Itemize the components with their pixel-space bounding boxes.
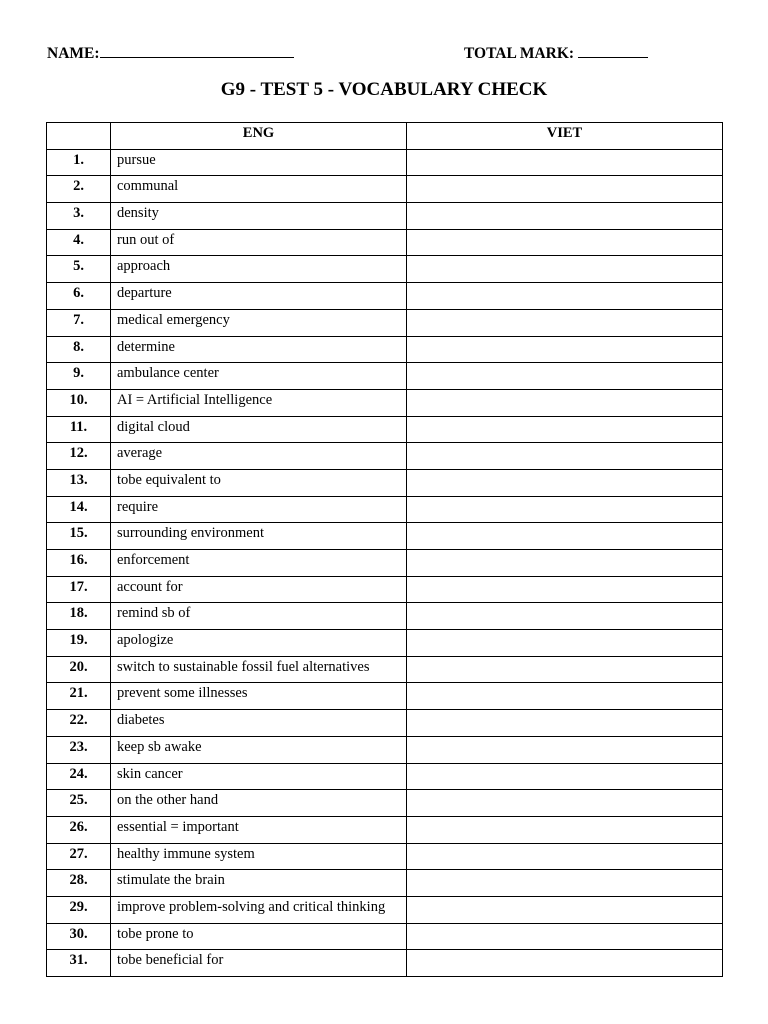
english-term: switch to sustainable fossil fuel alternatives	[111, 656, 407, 683]
table-row	[47, 283, 723, 310]
table-row	[47, 496, 723, 523]
vietnamese-answer-cell[interactable]	[407, 389, 723, 416]
table-row	[47, 576, 723, 603]
row-number: 8.	[47, 336, 111, 363]
vietnamese-answer-cell[interactable]	[407, 843, 723, 870]
table-row	[47, 843, 723, 870]
table-row	[47, 950, 723, 977]
name-blank-line[interactable]	[100, 43, 294, 58]
name-field	[47, 43, 294, 63]
row-number: 15.	[47, 523, 111, 550]
english-term: departure	[111, 283, 407, 310]
english-term: tobe beneficial for	[111, 950, 407, 977]
english-term: skin cancer	[111, 763, 407, 790]
table-row	[47, 656, 723, 683]
table-row	[47, 683, 723, 710]
table-row	[47, 149, 723, 176]
english-term: medical emergency	[111, 309, 407, 336]
row-number: 11.	[47, 416, 111, 443]
vietnamese-answer-cell[interactable]	[407, 283, 723, 310]
table-row	[47, 176, 723, 203]
vocabulary-table-body	[47, 149, 723, 976]
row-number: 28.	[47, 870, 111, 897]
english-term: enforcement	[111, 550, 407, 577]
english-term: run out of	[111, 229, 407, 256]
english-term: surrounding environment	[111, 523, 407, 550]
row-number: 18.	[47, 603, 111, 630]
table-row	[47, 203, 723, 230]
row-number: 30.	[47, 923, 111, 950]
row-number: 26.	[47, 816, 111, 843]
vietnamese-answer-cell[interactable]	[407, 496, 723, 523]
english-term: apologize	[111, 630, 407, 657]
vietnamese-answer-cell[interactable]	[407, 896, 723, 923]
vocabulary-table	[46, 122, 723, 977]
row-number: 12.	[47, 443, 111, 470]
vietnamese-answer-cell[interactable]	[407, 523, 723, 550]
english-term: keep sb awake	[111, 736, 407, 763]
vietnamese-answer-cell[interactable]	[407, 870, 723, 897]
vietnamese-answer-cell[interactable]	[407, 469, 723, 496]
table-header-row	[47, 123, 723, 150]
row-number: 14.	[47, 496, 111, 523]
vietnamese-answer-cell[interactable]	[407, 950, 723, 977]
row-number: 4.	[47, 229, 111, 256]
vietnamese-answer-cell[interactable]	[407, 576, 723, 603]
vietnamese-answer-cell[interactable]	[407, 443, 723, 470]
vietnamese-answer-cell[interactable]	[407, 683, 723, 710]
total-mark-field	[464, 43, 648, 63]
vietnamese-answer-cell[interactable]	[407, 790, 723, 817]
table-row	[47, 550, 723, 577]
table-row	[47, 923, 723, 950]
english-term: essential = important	[111, 816, 407, 843]
english-term: account for	[111, 576, 407, 603]
english-term: communal	[111, 176, 407, 203]
vietnamese-answer-cell[interactable]	[407, 416, 723, 443]
vietnamese-answer-cell[interactable]	[407, 336, 723, 363]
english-term: on the other hand	[111, 790, 407, 817]
table-row	[47, 389, 723, 416]
vietnamese-answer-cell[interactable]	[407, 736, 723, 763]
table-row	[47, 229, 723, 256]
row-number: 9.	[47, 363, 111, 390]
english-term: approach	[111, 256, 407, 283]
row-number: 7.	[47, 309, 111, 336]
table-row	[47, 870, 723, 897]
table-row	[47, 603, 723, 630]
row-number: 20.	[47, 656, 111, 683]
name-label: NAME:	[47, 45, 100, 62]
row-number: 17.	[47, 576, 111, 603]
vietnamese-answer-cell[interactable]	[407, 816, 723, 843]
row-number: 19.	[47, 630, 111, 657]
total-mark-blank-line[interactable]	[578, 43, 648, 58]
row-number: 3.	[47, 203, 111, 230]
vietnamese-answer-cell[interactable]	[407, 763, 723, 790]
row-number: 13.	[47, 469, 111, 496]
english-term: AI = Artificial Intelligence	[111, 389, 407, 416]
table-row	[47, 763, 723, 790]
row-number: 23.	[47, 736, 111, 763]
english-term: determine	[111, 336, 407, 363]
table-row	[47, 416, 723, 443]
english-term: prevent some illnesses	[111, 683, 407, 710]
table-row	[47, 443, 723, 470]
total-mark-label: TOTAL MARK:	[464, 45, 575, 62]
row-number: 27.	[47, 843, 111, 870]
vietnamese-answer-cell[interactable]	[407, 176, 723, 203]
row-number: 24.	[47, 763, 111, 790]
row-number: 25.	[47, 790, 111, 817]
table-row	[47, 816, 723, 843]
english-term: ambulance center	[111, 363, 407, 390]
row-number: 16.	[47, 550, 111, 577]
table-row	[47, 630, 723, 657]
row-number: 10.	[47, 389, 111, 416]
vietnamese-answer-cell[interactable]	[407, 923, 723, 950]
table-row	[47, 363, 723, 390]
row-number: 6.	[47, 283, 111, 310]
english-term: pursue	[111, 149, 407, 176]
table-row	[47, 256, 723, 283]
vietnamese-answer-cell[interactable]	[407, 203, 723, 230]
table-row	[47, 736, 723, 763]
row-number: 21.	[47, 683, 111, 710]
english-term: remind sb of	[111, 603, 407, 630]
vietnamese-answer-cell[interactable]	[407, 229, 723, 256]
english-term: stimulate the brain	[111, 870, 407, 897]
page-title: G9 - TEST 5 - VOCABULARY CHECK	[220, 79, 548, 100]
table-row	[47, 710, 723, 737]
table-row	[47, 469, 723, 496]
vietnamese-answer-cell[interactable]	[407, 630, 723, 657]
english-term: density	[111, 203, 407, 230]
vietnamese-answer-cell[interactable]	[407, 603, 723, 630]
english-term: healthy immune system	[111, 843, 407, 870]
row-number: 29.	[47, 896, 111, 923]
table-row	[47, 790, 723, 817]
english-term: tobe equivalent to	[111, 469, 407, 496]
row-number: 2.	[47, 176, 111, 203]
row-number: 22.	[47, 710, 111, 737]
table-row	[47, 336, 723, 363]
table-row	[47, 896, 723, 923]
row-number: 5.	[47, 256, 111, 283]
column-header-eng: ENG	[111, 123, 407, 150]
vietnamese-answer-cell[interactable]	[407, 256, 723, 283]
vietnamese-answer-cell[interactable]	[407, 710, 723, 737]
vietnamese-answer-cell[interactable]	[407, 550, 723, 577]
column-header-number	[47, 123, 111, 150]
english-term: digital cloud	[111, 416, 407, 443]
english-term: diabetes	[111, 710, 407, 737]
vietnamese-answer-cell[interactable]	[407, 656, 723, 683]
english-term: tobe prone to	[111, 923, 407, 950]
row-number: 1.	[47, 149, 111, 176]
table-row	[47, 523, 723, 550]
vietnamese-answer-cell[interactable]	[407, 149, 723, 176]
row-number: 31.	[47, 950, 111, 977]
column-header-viet: VIET	[407, 123, 723, 150]
english-term: improve problem-solving and critical thinking	[111, 896, 407, 923]
vietnamese-answer-cell[interactable]	[407, 309, 723, 336]
english-term: average	[111, 443, 407, 470]
vietnamese-answer-cell[interactable]	[407, 363, 723, 390]
table-row	[47, 309, 723, 336]
english-term: require	[111, 496, 407, 523]
